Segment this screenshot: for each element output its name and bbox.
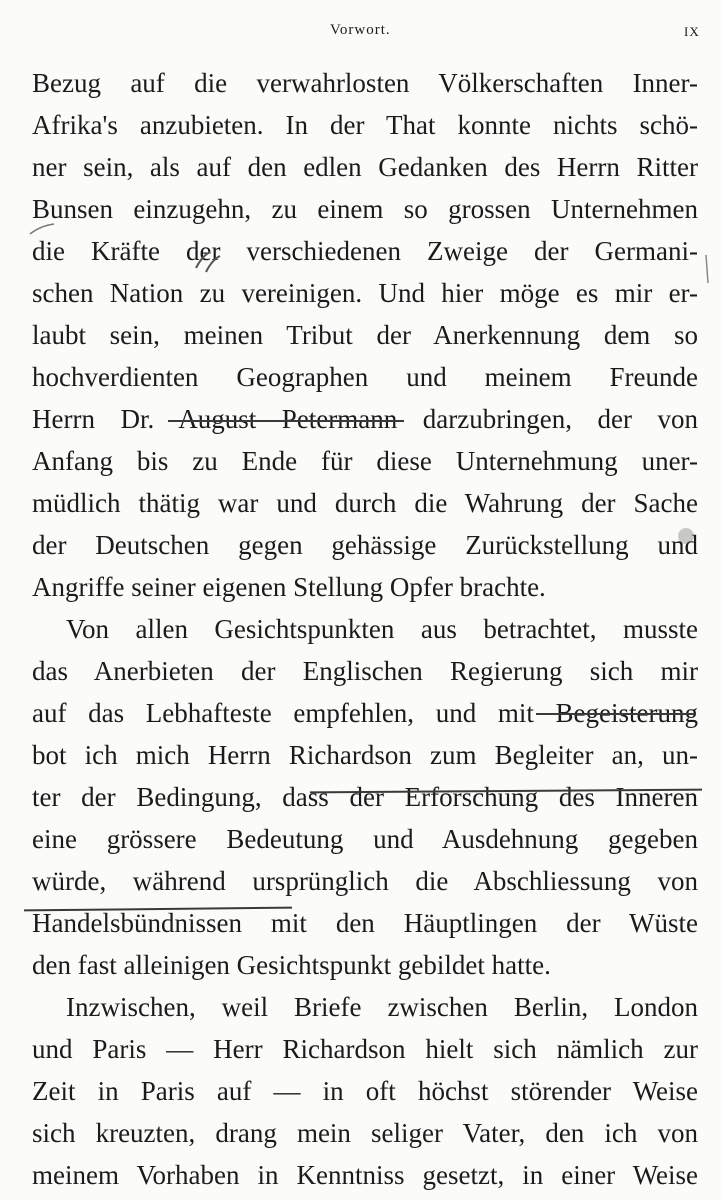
text-line: laubt sein, meinen Tribut der Anerkennung dem so xyxy=(32,320,698,350)
pencil-stroke xyxy=(196,252,210,268)
text-line: auf das Lebhafteste empfehlen, und mit Begeisterung xyxy=(32,698,698,728)
text-line: Von allen Gesichtspunkten aus betrachtet, musste xyxy=(66,614,698,644)
text-line: und Paris — Herr Richardson hielt sich nämlich zur xyxy=(32,1034,698,1064)
running-title: Vorwort. xyxy=(330,22,391,38)
text-line: Afrika's anzubieten. In der That konnte nichts schö- xyxy=(32,110,698,140)
text-line: ter der Bedingung, dass der Erforschung des Inneren xyxy=(32,782,698,812)
text-line: Handelsbündnissen mit den Häuptlingen der Wüste xyxy=(32,908,698,938)
text-line: eine grössere Bedeutung und Ausdehnung gegeben xyxy=(32,824,698,854)
text-line: sich kreuzten, drang mein seliger Vater, den ich von xyxy=(32,1118,698,1148)
pencil-stroke xyxy=(30,224,54,234)
text-line: Herrn Dr. August Petermann darzubringen, der von xyxy=(32,404,698,434)
text-line: die Kräfte der verschiedenen Zweige der Germani- xyxy=(32,236,698,266)
text-line: das Anerbieten der Englischen Regierung sich mir xyxy=(32,656,698,686)
text-line: hochverdienten Geographen und meinem Freunde xyxy=(32,362,698,392)
text-line: Bezug auf die verwahrlosten Völkerschaften Inner- xyxy=(32,68,698,98)
text-line: schen Nation zu vereinigen. Und hier möge es mir er- xyxy=(32,278,698,308)
text-line: Angriffe seiner eigenen Stellung Opfer brachte. xyxy=(32,572,546,602)
text-line: Anfang bis zu Ende für diese Unternehmung uner- xyxy=(32,446,698,476)
text-line: bot ich mich Herrn Richardson zum Begleiter an, un- xyxy=(32,740,698,770)
page-number: IX xyxy=(684,24,700,39)
text-line: würde, während ursprünglich die Abschliessung von xyxy=(32,866,698,896)
margin-stroke xyxy=(706,255,708,283)
ink-smudge xyxy=(678,528,694,544)
text-line: Inzwischen, weil Briefe zwischen Berlin, London xyxy=(66,992,698,1022)
pencil-stroke xyxy=(206,256,220,272)
text-line: meinem Vorhaben in Kenntniss gesetzt, in einer Weise xyxy=(32,1160,698,1190)
text-line: Zeit in Paris auf — in oft höchst störender Weise xyxy=(32,1076,698,1106)
text-line: ner sein, als auf den edlen Gedanken des Herrn Ritter xyxy=(32,152,698,182)
text-line: Bunsen einzugehn, zu einem so grossen Unternehmen xyxy=(32,194,698,224)
text-line: der Deutschen gegen gehässige Zurückstellung und xyxy=(32,530,698,560)
text-line: den fast alleinigen Gesichtspunkt gebildet hatte. xyxy=(32,950,551,980)
text-line: müdlich thätig war und durch die Wahrung der Sache xyxy=(32,488,698,518)
